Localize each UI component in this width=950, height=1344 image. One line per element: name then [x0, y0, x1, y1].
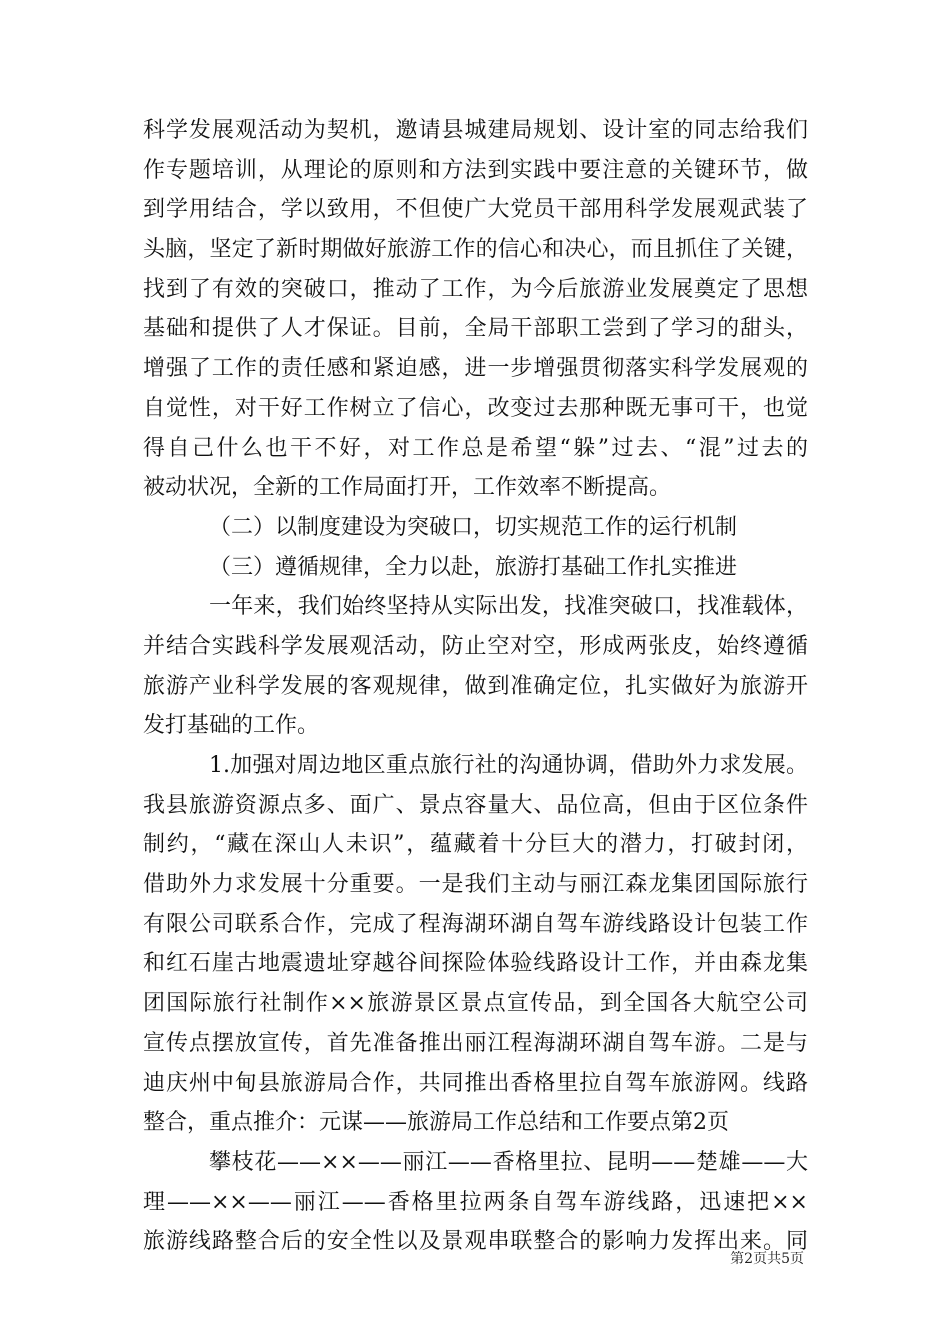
subsection-heading-1: 1.加强对周边地区重点旅行社的沟通协调，借助外力求发展。 [209, 753, 808, 778]
text-line: 团国际旅行社制作××旅游景区景点宣传品，到全国各大航空公司 [143, 991, 808, 1017]
text-line: 旅游产业科学发展的客观规律，做到准确定位，扎实做好为旅游开 [143, 673, 808, 699]
text-line: 找到了有效的突破口，推动了工作，为今后旅游业发展奠定了思想 [143, 276, 808, 302]
text-line: 增强了工作的责任感和紧迫感，进一步增强贯彻落实科学发展观的 [143, 356, 808, 382]
text-line: 到学用结合，学以致用，不但使广大党员干部用科学发展观武装了 [143, 197, 808, 223]
text-line: 头脑，坚定了新时期做好旅游工作的信心和决心，而且抓住了关键， [143, 237, 808, 263]
text-line: 一年来，我们始终坚持从实际出发，找准突破口，找准载体， [209, 594, 808, 620]
text-line: 制约，“藏在深山人未识”，蕴藏着十分巨大的潜力，打破封闭， [143, 832, 808, 858]
text-line: 迪庆州中甸县旅游局合作，共同推出香格里拉自驾车旅游网。线路 [143, 1070, 808, 1096]
text-line: 旅游线路整合后的安全性以及景观串联整合的影响力发挥出来。同 [143, 1229, 808, 1255]
text-line: 作专题培训，从理论的原则和方法到实践中要注意的关键环节，做 [143, 157, 808, 183]
text-line: 攀枝花——××——丽江——香格里拉、昆明——楚雄——大 [209, 1149, 808, 1175]
text-line: 自觉性，对干好工作树立了信心，改变过去那种既无事可干，也觉 [143, 395, 808, 421]
text-line: 理——××——丽江——香格里拉两条自驾车游线路，迅速把×× [143, 1189, 808, 1215]
text-line: 和红石崖古地震遗址穿越谷间探险体验线路设计工作，并由森龙集 [143, 951, 808, 977]
text-line: 我县旅游资源点多、面广、景点容量大、品位高，但由于区位条件 [143, 792, 808, 818]
text-line: 得自己什么也干不好，对工作总是希望“躲”过去、“混”过去的 [143, 435, 808, 461]
page-number: 第2页共5页 [730, 1251, 804, 1267]
section-heading-3: （三）遵循规律，全力以赴，旅游打基础工作扎实推进 [209, 554, 738, 580]
section-heading-2: （二）以制度建设为突破口，切实规范工作的运行机制 [209, 514, 738, 540]
text-line: 科学发展观活动为契机，邀请县城建局规划、设计室的同志给我们 [143, 118, 808, 143]
text-line: 基础和提供了人才保证。目前，全局干部职工尝到了学习的甜头， [143, 316, 808, 342]
document-body [143, 111, 808, 1262]
text-line: 发打基础的工作。 [143, 713, 320, 739]
text-line: 被动状况，全新的工作局面打开，工作效率不断提高。 [143, 475, 672, 501]
text-line: 整合，重点推介：元谋——旅游局工作总结和工作要点第2页 [143, 1110, 729, 1136]
text-line: 宣传点摆放宣传，首先准备推出丽江程海湖环湖自驾车游。二是与 [143, 1030, 808, 1056]
text-line: 并结合实践科学发展观活动，防止空对空，形成两张皮，始终遵循 [143, 633, 808, 659]
text-line: 有限公司联系合作，完成了程海湖环湖自驾车游线路设计包装工作 [143, 911, 808, 937]
text-line: 借助外力求发展十分重要。一是我们主动与丽江森龙集团国际旅行 [143, 872, 808, 898]
